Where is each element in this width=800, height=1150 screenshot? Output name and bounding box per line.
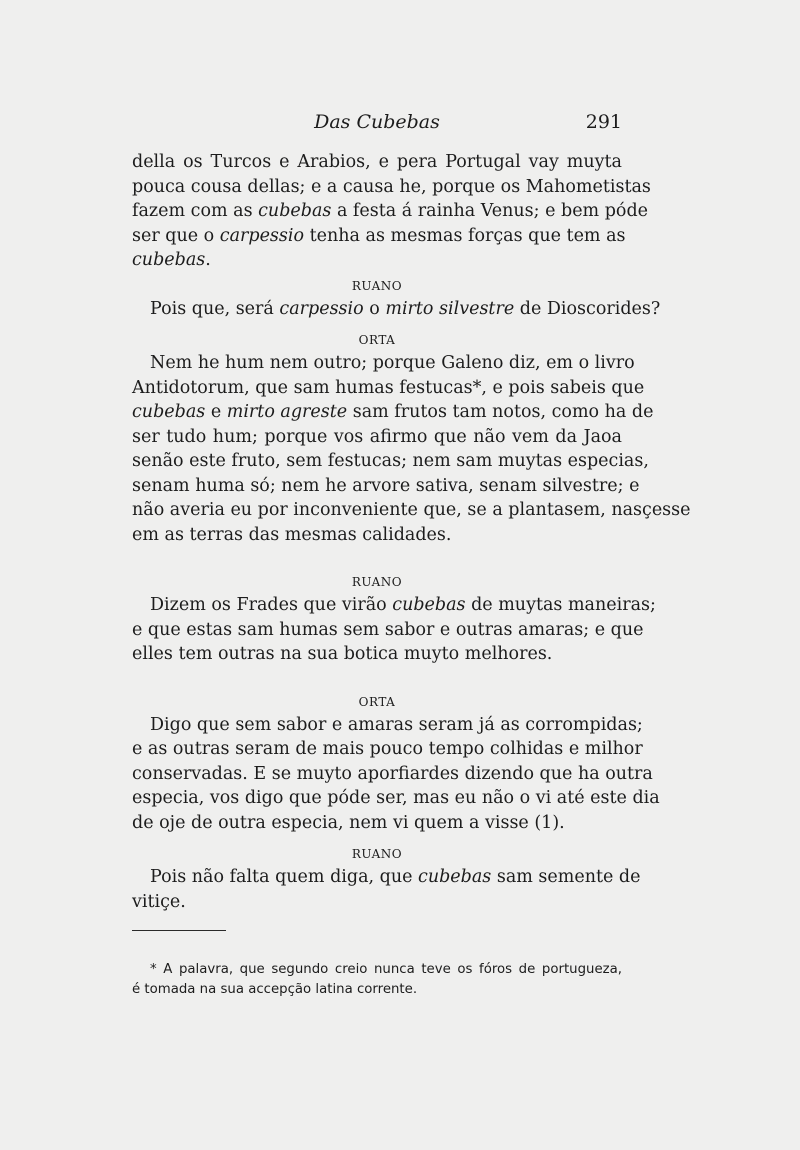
text-line	[132, 811, 622, 836]
text-line	[132, 762, 653, 787]
text-line	[132, 713, 643, 738]
text-run: fazem com as	[132, 201, 259, 221]
text-line	[132, 150, 622, 175]
text-run: Antidotorum, que sam humas festucas*, e pois sabeis que	[132, 377, 645, 398]
text-run: de muytas maneiras;	[465, 595, 656, 615]
text-run: especia, vos digo que póde ser, mas eu não o vi até este dia	[132, 788, 660, 808]
text-run: Pois que, será	[150, 298, 280, 319]
footnote-line: é tomada na sua accepção latina corrente.	[132, 982, 418, 997]
text-run: e que estas sam humas sem sabor e outras amaras; e que	[132, 619, 644, 640]
text-run: ser tudo hum; porque vos afirmo que não vem da Jaoa	[132, 426, 622, 447]
text-line	[132, 400, 654, 425]
paragraph	[132, 713, 660, 836]
running-head	[132, 111, 622, 137]
text-line	[132, 248, 622, 273]
italic-term: mirto agreste	[226, 402, 348, 422]
italic-term: mirto silvestre	[385, 298, 515, 319]
footnote-line: * A palavra, que segundo creio nunca teve os fóros de portugueza,	[150, 962, 622, 977]
text-line	[132, 224, 626, 249]
text-line	[132, 890, 622, 915]
text-run: de oje de outra especia, nem vi quem a visse (1).	[132, 812, 565, 833]
text-line	[132, 593, 656, 618]
footnote-rule	[132, 930, 226, 931]
text-run: sam frutos tam notos, como ha de	[347, 402, 654, 422]
text-line	[132, 449, 649, 474]
italic-term: cubebas	[132, 250, 206, 270]
text-run: Digo que sem sabor e amaras seram já as corrompidas;	[150, 714, 643, 735]
text-run: .	[205, 250, 211, 270]
text-line	[132, 376, 645, 401]
text-run: tenha as mesmas forças que tem as	[304, 225, 626, 246]
text-run: Nem he hum nem outro; porque Galeno diz, em o livro	[150, 353, 635, 373]
body-text	[132, 150, 691, 914]
text-run: conservadas. E se muyto aporfiardes dizendo que ha outra	[132, 763, 653, 784]
text-run: não averia eu por inconveniente que, se a plantasem, nasçesse	[132, 500, 691, 520]
text-run: ser que o	[132, 225, 220, 246]
paragraph	[132, 865, 641, 914]
italic-term: cubebas	[132, 402, 206, 422]
speaker-label: ORTA	[358, 694, 396, 709]
italic-term: carpessio	[219, 225, 305, 246]
text-run: e	[205, 402, 227, 422]
page-number: 291	[585, 111, 622, 133]
text-line	[132, 351, 635, 376]
paragraph	[132, 351, 691, 547]
text-run: de Dioscorides?	[514, 298, 661, 319]
speaker-label: RUANO	[351, 575, 403, 589]
text-run: pouca cousa dellas; e a causa he, porque os Mahometistas	[132, 176, 651, 197]
text-line	[132, 642, 622, 667]
text-line	[132, 474, 640, 499]
italic-term: cubebas	[418, 867, 492, 887]
text-run: a festa á rainha Venus; e bem póde	[331, 201, 649, 221]
text-run: Pois não falta quem diga, que	[150, 867, 419, 887]
speaker-label: RUANO	[351, 278, 403, 293]
text-run: senam huma só; nem he arvore sativa, senam silvestre; e	[132, 475, 640, 496]
text-run: o	[363, 298, 386, 319]
text-run: senão este fruto, sem festucas; nem sam muytas especias,	[132, 451, 649, 471]
text-line	[132, 786, 660, 811]
text-run: em as terras das mesmas calidades.	[132, 524, 452, 545]
italic-term: cubebas	[392, 595, 466, 615]
italic-term: carpessio	[279, 298, 364, 319]
text-line	[132, 425, 622, 450]
text-run: elles tem outras na sua botica muyto melhores.	[132, 644, 553, 664]
text-line	[132, 498, 691, 523]
text-line	[132, 865, 641, 890]
text-run: della os Turcos e Arabios, e pera Portugal vay muyta	[132, 152, 622, 172]
speaker-label: RUANO	[351, 847, 403, 861]
text-run: sam semente de	[491, 867, 641, 887]
footnote	[132, 960, 622, 1000]
text-line	[132, 737, 643, 762]
text-line	[132, 297, 661, 322]
running-title: Das Cubebas	[314, 111, 440, 133]
text-run: vitiçe.	[132, 891, 186, 912]
paragraph	[132, 297, 661, 322]
paragraph	[132, 593, 656, 667]
text-line	[132, 618, 644, 643]
speaker-label: ORTA	[358, 333, 396, 347]
text-line	[132, 199, 649, 224]
italic-term: cubebas	[258, 201, 332, 221]
text-line	[132, 523, 622, 548]
text-line	[132, 175, 651, 200]
text-run: e as outras seram de mais pouco tempo colhidas e milhor	[132, 739, 643, 759]
text-run: Dizem os Frades que virão	[150, 595, 393, 615]
paragraph	[132, 150, 651, 273]
